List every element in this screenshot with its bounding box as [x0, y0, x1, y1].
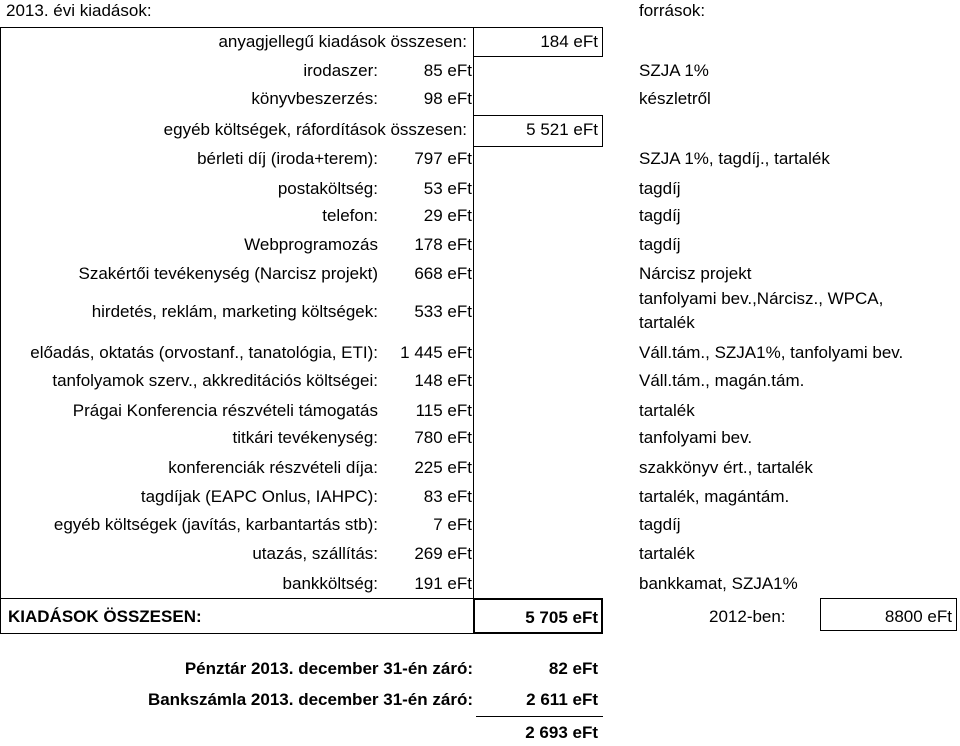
item-label: irodaszer:: [303, 61, 378, 80]
item-label: könyvbeszerzés:: [251, 89, 378, 108]
item-amount: 85 eFt: [423, 61, 472, 80]
item-amount: 115 eFt: [415, 401, 472, 420]
item-label: tagdíjak (EAPC Onlus, IAHPC):: [140, 487, 378, 506]
item-amount: 191 eFt: [414, 574, 472, 593]
item-amount: 780 eFt: [414, 428, 472, 447]
item-amount: 225 eFt: [414, 458, 472, 477]
item-label: Webprogramozás: [244, 235, 378, 254]
item-label: Prágai Konferencia részvételi támogatás: [72, 401, 378, 420]
item-amount: 178 eFt: [414, 235, 472, 254]
closing-sum-value: 2 693 eFt: [525, 723, 598, 742]
item-source: SZJA 1%: [639, 61, 709, 80]
item-amount: 83 eFt: [423, 487, 472, 506]
item-source: szakkönyv ért., tartalék: [639, 458, 813, 477]
item-source: tagdíj: [639, 179, 681, 198]
item-label: titkári tevékenység:: [232, 428, 378, 447]
item-amount: 797 eFt: [414, 149, 472, 168]
item-source: tartalék: [639, 401, 695, 420]
item-source: tanfolyami bev.,Nárcisz., WPCA,: [639, 289, 884, 308]
sum-divider: [476, 716, 603, 717]
page-title: 2013. évi kiadások:: [6, 1, 152, 20]
item-source: Váll.tám., magán.tám.: [639, 371, 805, 390]
cash-closing-value: 82 eFt: [548, 659, 598, 678]
item-label: tanfolyamok szerv., akkreditációs költségei:: [52, 371, 378, 390]
item-amount: 1 445 eFt: [400, 343, 472, 362]
item-amount: 269 eFt: [414, 544, 472, 563]
item-amount: 533 eFt: [414, 302, 472, 321]
item-source: Nárcisz projekt: [639, 264, 752, 283]
item-label: postaköltség:: [277, 179, 378, 198]
other-total-value: 5 521 eFt: [526, 120, 598, 139]
item-label: utazás, szállítás:: [252, 544, 378, 563]
item-amount: 29 eFt: [423, 206, 472, 225]
prev-year-label: 2012-ben:: [709, 607, 786, 626]
item-source: tanfolyami bev.: [639, 428, 753, 447]
item-label: egyéb költségek (javítás, karbantartás stb):: [53, 515, 378, 534]
material-total-value: 184 eFt: [540, 32, 598, 51]
item-label: bankköltség:: [282, 574, 378, 593]
item-source: tagdíj: [639, 235, 681, 254]
item-label: konferenciák részvételi díja:: [168, 458, 378, 477]
material-total-label: anyagjellegű kiadások összesen:: [218, 32, 467, 51]
item-source: készletről: [639, 89, 711, 108]
total-label: KIADÁSOK ÖSSZESEN:: [8, 607, 202, 626]
item-amount: 7 eFt: [433, 515, 472, 534]
other-total-label: egyéb költségek, ráfordítások összesen:: [163, 120, 467, 139]
total-value: 5 705 eFt: [525, 608, 598, 627]
item-label: Szakértői tevékenység (Narcisz projekt): [78, 264, 378, 283]
item-label: telefon:: [322, 206, 378, 225]
item-amount: 668 eFt: [414, 264, 472, 283]
bank-closing-value: 2 611 eFt: [526, 690, 598, 709]
item-source-continued: tartalék: [639, 313, 695, 332]
item-source: tagdíj: [639, 206, 681, 225]
item-amount: 148 eFt: [414, 371, 472, 390]
item-source: Váll.tám., SZJA1%, tanfolyami bev.: [639, 343, 904, 362]
item-source: tagdíj: [639, 515, 681, 534]
item-label: hirdetés, reklám, marketing költségek:: [91, 302, 378, 321]
item-source: tartalék, magántám.: [639, 487, 790, 506]
item-label: előadás, oktatás (orvostanf., tanatológia, ETI):: [30, 343, 378, 362]
sources-header: források:: [639, 1, 706, 20]
bank-closing-label: Bankszámla 2013. december 31-én záró:: [147, 690, 473, 709]
item-source: tartalék: [639, 544, 695, 563]
item-source: SZJA 1%, tagdíj., tartalék: [639, 149, 830, 168]
item-source: bankkamat, SZJA1%: [639, 574, 798, 593]
item-label: bérleti díj (iroda+terem):: [197, 149, 378, 168]
prev-year-value: 8800 eFt: [884, 607, 952, 626]
item-amount: 98 eFt: [423, 89, 472, 108]
item-amount: 53 eFt: [423, 179, 472, 198]
cash-closing-label: Pénztár 2013. december 31-én záró:: [184, 659, 473, 678]
